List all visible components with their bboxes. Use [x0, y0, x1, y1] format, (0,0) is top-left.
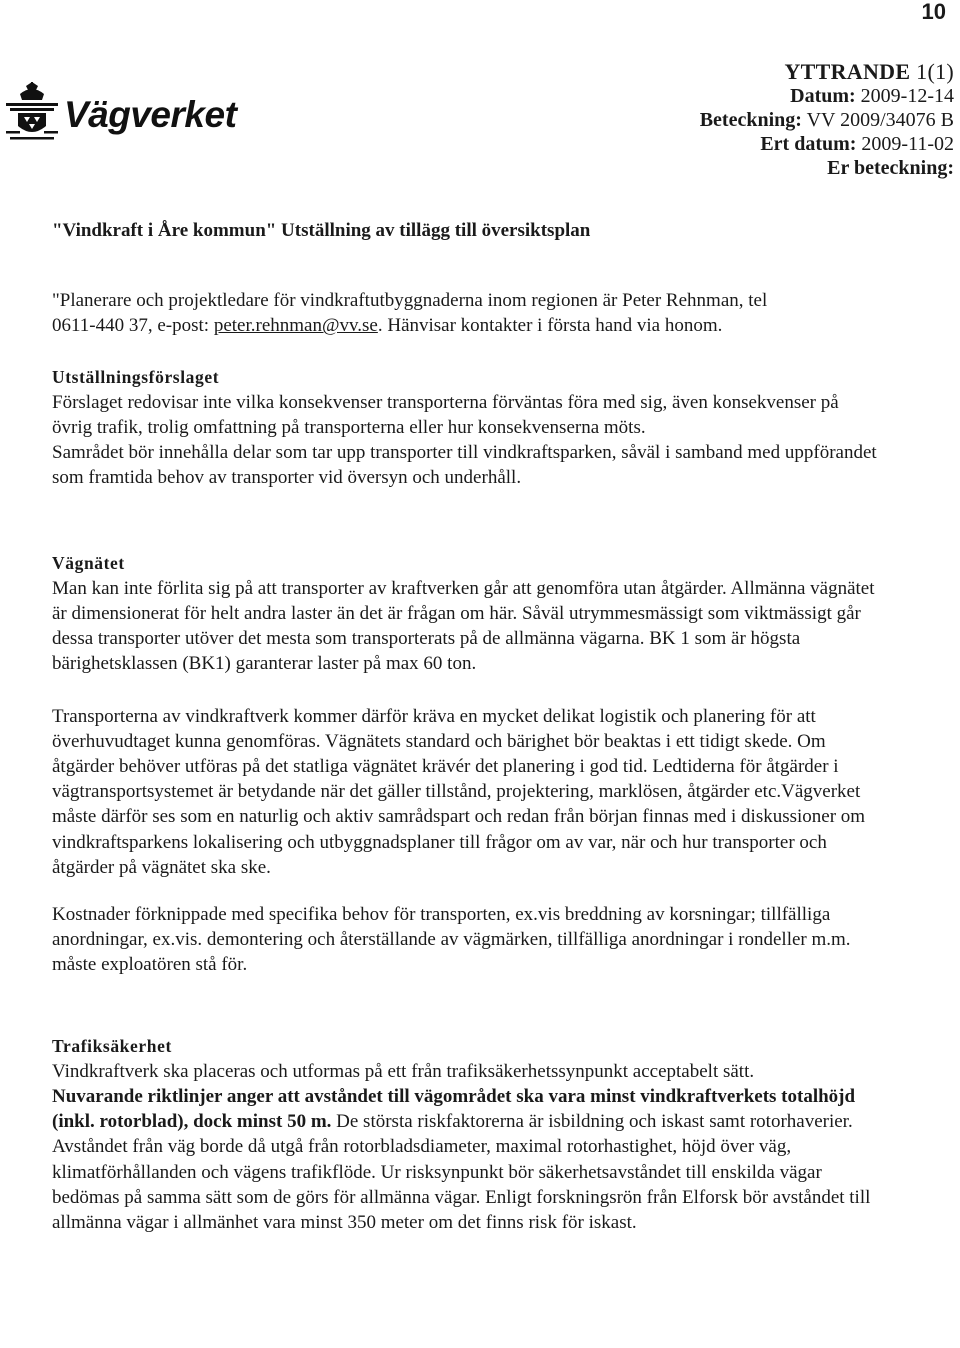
- heading-utstallningsforslaget: Utställningsförslaget: [52, 366, 220, 387]
- beteckning-row: [700, 108, 954, 132]
- intro-line-2-post: . Hänvisar kontakter i första hand via honom.: [377, 315, 723, 337]
- crown-emblem-icon: [6, 82, 58, 142]
- heading-vagnatet: Vägnätet: [52, 552, 125, 573]
- document-subject: "Vindkraft i Åre kommun" Utställning av tillägg till översiktsplan: [52, 220, 591, 241]
- vagverket-logo: [6, 82, 236, 142]
- er-beteckning-label: Er beteckning:: [827, 157, 954, 179]
- vagnatet-paragraph-1: Man kan inte förlita sig på att transporter av kraftverken går att genomföra utan åtgärder. Allmänna vägnätet är dimensionerat för helt andra laster än det är frågan om här. Såväl utrymmesmässigt som viktmässigt går dessa transporter utöver det mesta som transporterats på de allmänna vägarna. BK 1 som är högsta bärighetsklassen (BK1) garanterar laster på max 60 ton.: [52, 577, 875, 675]
- trafiksakerhet-bold-guideline: Nuvarande riktlinjer anger att avståndet till vägområdet ska vara minst vindkraftverkets totalhöjd (inkl. rotorblad), dock minst 50 m.: [52, 1086, 856, 1133]
- heading-trafiksakerhet: Trafiksäkerhet: [52, 1035, 172, 1056]
- document-body: [52, 218, 882, 1235]
- ert-datum-label: Ert datum:: [760, 133, 857, 155]
- ert-datum-row: [700, 132, 954, 156]
- intro-line-2-pre: 0611-440 37, e-post:: [52, 315, 214, 337]
- er-beteckning-row: [700, 156, 954, 180]
- document-meta: [700, 60, 954, 180]
- email-link[interactable]: peter.rehnman@vv.se: [213, 315, 378, 337]
- page-number: 10: [921, 0, 946, 24]
- logo-text: Vägverket: [64, 94, 237, 135]
- trafiksakerhet-paragraph-2: [52, 1084, 882, 1235]
- datum-row: [700, 84, 954, 108]
- intro-line-1: "Planerare och projektledare för vindkraftutbyggnaderna inom regionen är Peter Rehnman, tel: [52, 290, 768, 312]
- vagnatet-paragraph-3: Kostnader förknippade med specifika behov för transporten, ex.vis breddning av korsningar; tillfälliga anordningar, ex.vis. demontering och återställande av vägmärken, tillfälliga anordningar i rondeller m.m. måste exploatören stå för.: [52, 904, 851, 976]
- trafiksakerhet-rest: De största riskfaktorerna är isbildning och iskast samt rotorhaverier. Avståndet från väg borde då utgå från rotorbladsdiameter, maximal rotorhastighet, höjd över väg, klimatförhållanden och vägens trafikflöde. Ur risksynpunkt bör säkerhetsavståndet till enskilda vägar bedömas på samma sätt som de görs för allmänna vägar. Enligt forskningsrön från Elforsk bör avståndet till allmänna vägar i allmänhet vara minst 350 meter om det finns risk för iskast.: [52, 1111, 871, 1234]
- utstallning-paragraph-2: Samrådet bör innehålla delar som tar upp transporter till vindkraftsparken, såväl i samband med uppförandet som framtida behov av transporter vid översyn och underhåll.: [52, 442, 877, 489]
- datum-label: Datum:: [790, 85, 856, 107]
- vagnatet-paragraph-2: Transporterna av vindkraftverk kommer därför kräva en mycket delikat logistik och planering för att överhuvudtaget kunna genomföras. Vägnätets standard och bärighet bör beaktas i ett tidigt skede. Om åtgärder behöver utföras på det statliga vägnätet krävér det planering i god tid. Ledtiderna för åtgärder i vägtransportsystemet är betydande när det gäller tillstånd, projektering, marklösen, åtgärder etc.Vägverket måste därför ses som en naturlig och aktiv samrådspart och redan från början finnas med i diskussioner om vindkraftsparkens lokalisering och utbyggnadsplaner till frågor om av var, när och hur transporter och åtgärder på vägnätet ska ske.: [52, 705, 866, 878]
- trafiksakerhet-paragraph-1: Vindkraftverk ska placeras och utformas på ett från trafiksäkerhetssynpunkt acceptabelt sätt.: [52, 1060, 755, 1082]
- document-type: YTTRANDE: [784, 59, 911, 84]
- ert-datum-value: 2009-11-02: [861, 133, 954, 155]
- beteckning-value: VV 2009/34076 B: [806, 109, 954, 131]
- intro-paragraph: [52, 288, 882, 338]
- page-count: 1(1): [916, 59, 954, 84]
- datum-value: 2009-12-14: [860, 85, 954, 107]
- utstallning-paragraph-1: Förslaget redovisar inte vilka konsekvenser transporterna förväntas föra med sig, även konsekvenser på övrig trafik, trolig omfattning på transporterna eller hur konsekvenserna möts.: [52, 391, 839, 439]
- beteckning-label: Beteckning:: [699, 109, 802, 131]
- document-type-row: [700, 60, 954, 84]
